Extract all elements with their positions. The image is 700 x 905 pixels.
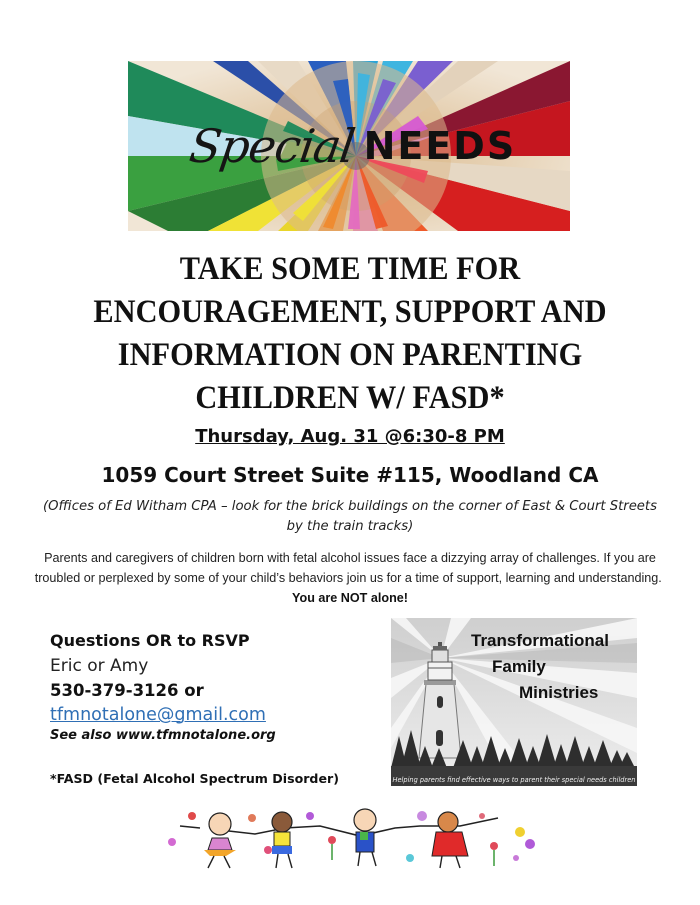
headline-line: INFORMATION ON PARENTING [117,337,583,373]
contact-heading: Questions OR to RSVP [50,631,250,650]
headline [0,248,700,420]
event-directions: (Offices of Ed Witham CPA – look for the brick buildings on the corner of East & Court Streets by the train tracks) [43,499,657,534]
logo-caption: Helping parents find effective ways to parent their special needs children [392,776,636,784]
contact-block [50,629,380,745]
banner-bold-text: NEEDS [363,124,517,168]
contact-phone: 530-379-3126 or [50,681,204,700]
tfm-logo [391,618,637,786]
event-address: 1059 Court Street Suite #115, Woodland CA [101,463,599,487]
intro-emphasis: You are NOT alone! [292,591,408,605]
contact-website: See also www.tfmnotalone.org [50,728,276,743]
banner-title [128,61,570,231]
fasd-footnote: *FASD (Fetal Alcohol Spectrum Disorder) [50,771,339,786]
logo-line-2: Family [492,657,546,676]
headline-line: TAKE SOME TIME FOR [179,251,521,287]
logo-line-3: Ministries [519,683,599,702]
contact-names: Eric or Amy [50,656,149,676]
event-date-time: Thursday, Aug. 31 @6:30-8 PM [195,426,505,447]
contact-email-link[interactable]: tfmnotalone@gmail.com [50,705,266,725]
intro-paragraph [30,548,670,608]
banner-script-text: Special [185,119,358,173]
intro-text: Parents and caregivers of children born with fetal alcohol issues face a dizzying array of challenges. If you are troubled or perplexed by some of your child’s behaviors join us for a time of support, learning and understanding. [34,551,662,585]
headline-line: CHILDREN W/ FASD* [195,380,505,416]
special-needs-banner [128,61,570,231]
headline-line: ENCOURAGEMENT, SUPPORT AND [93,294,607,330]
children-holding-hands-illustration [160,798,540,874]
logo-line-1: Transformational [471,631,609,650]
